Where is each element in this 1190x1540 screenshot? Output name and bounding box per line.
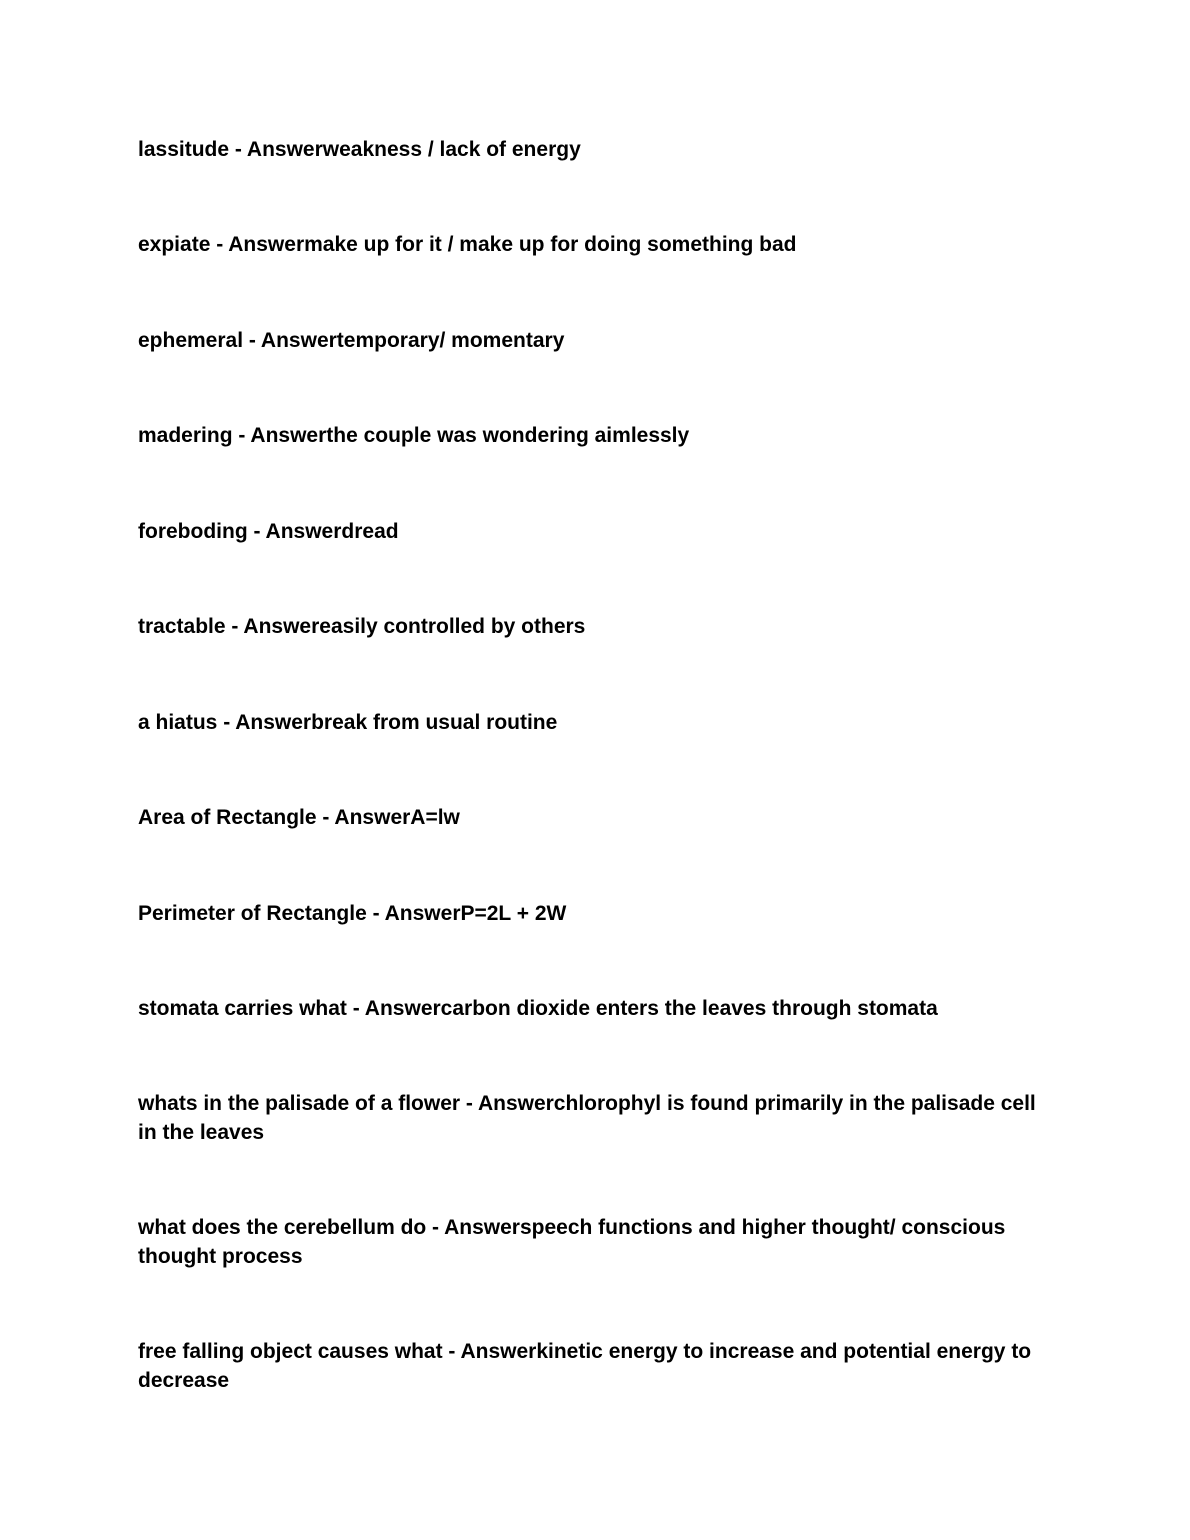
flashcard-entry: free falling object causes what - Answerkinetic energy to increase and potential energy to decrease xyxy=(138,1340,1032,1392)
flashcard-entry: a hiatus - Answerbreak from usual routine xyxy=(138,711,558,734)
flashcard-entry: expiate - Answermake up for it / make up for doing something bad xyxy=(138,233,797,256)
flashcard-entry: tractable - Answereasily controlled by others xyxy=(138,615,586,638)
flashcard-entry: foreboding - Answerdread xyxy=(138,520,399,543)
flashcard-entry: what does the cerebellum do - Answerspeech functions and higher thought/ conscious thought process xyxy=(138,1216,1006,1268)
flashcard-entry: Area of Rectangle - AnswerA=lw xyxy=(138,806,460,829)
flashcard-entry: whats in the palisade of a flower - Answerchlorophyl is found primarily in the palisade cell in the leaves xyxy=(138,1092,1036,1144)
flashcard-entry: stomata carries what - Answercarbon dioxide enters the leaves through stomata xyxy=(138,997,938,1020)
flashcard-entry: madering - Answerthe couple was wondering aimlessly xyxy=(138,424,690,447)
flashcard-entry: Perimeter of Rectangle - AnswerP=2L + 2W xyxy=(138,902,567,925)
flashcard-entry: lassitude - Answerweakness / lack of energy xyxy=(138,138,581,161)
flashcard-entry: ephemeral - Answertemporary/ momentary xyxy=(138,329,565,352)
